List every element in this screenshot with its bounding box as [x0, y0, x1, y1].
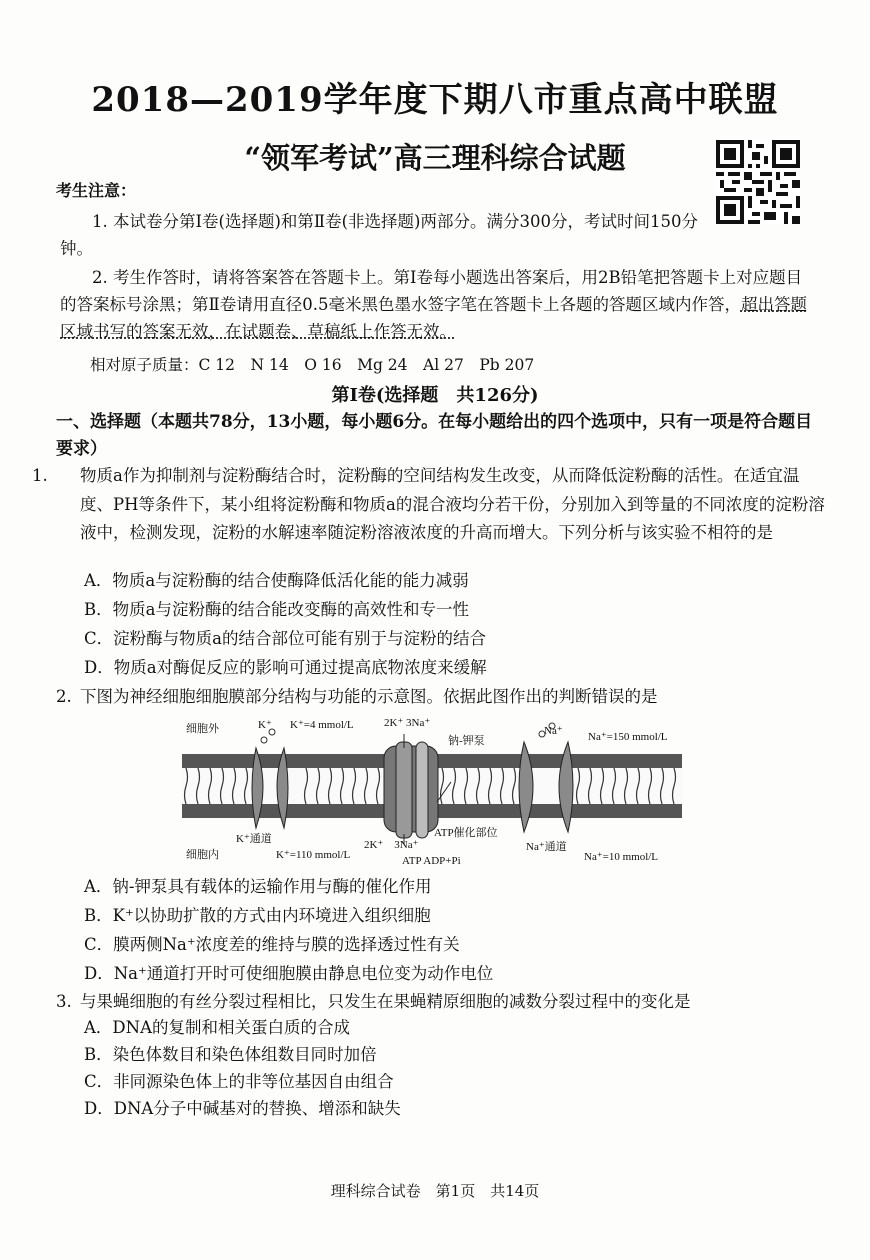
q3-option-d: D．DNA分子中碱基对的替换、增添和缺失 [84, 1099, 401, 1118]
question-1-stem [32, 462, 826, 548]
q3-option-a: A．DNA的复制和相关蛋白质的合成 [84, 1018, 350, 1037]
q2-option-a: A．钠-钾泵具有载体的运输作用与酶的催化作用 [84, 877, 432, 896]
q2-option-d: D．Na⁺通道打开时可使细胞膜由静息电位变为动作电位 [84, 964, 494, 983]
membrane-diagram [172, 712, 692, 872]
q3-option-c: C．非同源染色体上的非等位基因自由组合 [84, 1072, 394, 1091]
exam-subtitle: “领军考试”高三理科综合试题 [244, 141, 626, 175]
label-pump: 钠-钾泵 [448, 735, 485, 747]
label-inside: 细胞内 [186, 849, 219, 861]
q3-option-b: B．染色体数目和染色体组数目同时加倍 [84, 1045, 377, 1064]
exam-title: 2018—2019学年度下期八市重点高中联盟 [91, 80, 779, 120]
q2-option-c: C．膜两侧Na⁺浓度差的维持与膜的选择透过性有关 [84, 935, 460, 954]
question-number: 1. [32, 466, 48, 485]
question-text: 物质a作为抑制剂与淀粉酶结合时，淀粉酶的空间结构发生改变，从而降低淀粉酶的活性。在适宜温度、PH等条件下，某小组将淀粉酶和物质a的混合液均分若干份，分别加入到等量的不同浓度的淀粉溶液中，检测发现，淀粉的水解速率随淀粉溶液浓度的升高而增大。下列分析与该实验不相符的是 [80, 466, 825, 542]
label-outside: 细胞外 [186, 723, 219, 735]
notice-item-1: 1. 本试卷分第Ⅰ卷(选择题)和第Ⅱ卷(非选择题)两部分。满分300分，考试时间150分钟。 [60, 212, 698, 258]
part-title: 第Ⅰ卷(选择题 共126分) [331, 385, 539, 406]
q1-option-b: B．物质a与淀粉酶的结合能改变酶的高效性和专一性 [84, 600, 469, 619]
q2-option-b: B．K⁺以协助扩散的方式由内环境进入组织细胞 [84, 906, 431, 925]
question-text: 与果蝇细胞的有丝分裂过程相比，只发生在果蝇精原细胞的减数分裂过程中的变化是 [80, 992, 691, 1011]
question-text: 下图为神经细胞细胞膜部分结构与功能的示意图。依据此图作出的判断错误的是 [80, 687, 658, 706]
page-footer: 理科综合试卷 第1页 共14页 [330, 1182, 540, 1200]
notice-item-2-text: 2. 考生作答时，请将答案答在答题卡上。第Ⅰ卷每小题选出答案后，用2B铅笔把答题卡上对应题目的答案标号涂黑；第Ⅱ卷请用直径0.5毫米黑色墨水签字笔在答题卡上各题的答题区域内作答， [60, 268, 803, 314]
na-k-pump-protein [384, 742, 438, 838]
label-na-in: Na⁺=10 mmol/L [584, 851, 659, 863]
qr-code-icon [716, 140, 800, 224]
label-pump-bottom: 2K⁺ 3Na⁺ [364, 839, 419, 851]
notice-item-2 [60, 264, 818, 345]
q1-option-a: A．物质a与淀粉酶的结合使酶降低活化能的能力减弱 [84, 571, 469, 590]
q1-option-c: C．淀粉酶与物质a的结合部位可能有别于与淀粉的结合 [84, 629, 486, 648]
label-k-in: K⁺=110 mmol/L [276, 849, 351, 861]
label-k-ion: K⁺ [258, 719, 272, 731]
question-number: 2. [56, 687, 72, 706]
label-na-out: Na⁺=150 mmol/L [588, 731, 668, 743]
atomic-masses: 相对原子质量：C 12 N 14 O 16 Mg 24 Al 27 Pb 207 [90, 356, 535, 374]
question-number: 3. [56, 992, 72, 1011]
question-3 [56, 988, 826, 1017]
label-na-ion: Na⁺ [544, 725, 563, 737]
label-atp-adp: ATP ADP+Pi [402, 855, 461, 867]
label-k-out: K⁺=4 mmol/L [290, 719, 354, 731]
question-1 [32, 462, 826, 548]
notice-heading: 考生注意： [56, 181, 137, 200]
notice-item-2-emphasis: 超出答题区域书写的答案无效，在试题卷、草稿纸上作答无效。 [60, 295, 807, 341]
q1-option-d: D．物质a对酶促反应的影响可通过提高底物浓度来缓解 [84, 658, 487, 677]
section-instructions: 一、选择题（本题共78分，13小题，每小题6分。在每小题给出的四个选项中，只有一项是符合题目要求） [56, 412, 813, 459]
label-na-channel: Na⁺通道 [526, 841, 567, 853]
label-atp-site: ATP催化部位 [434, 827, 498, 839]
question-2 [56, 683, 826, 712]
label-k-channel: K⁺通道 [236, 833, 272, 845]
label-pump-top: 2K⁺ 3Na⁺ [384, 717, 431, 729]
